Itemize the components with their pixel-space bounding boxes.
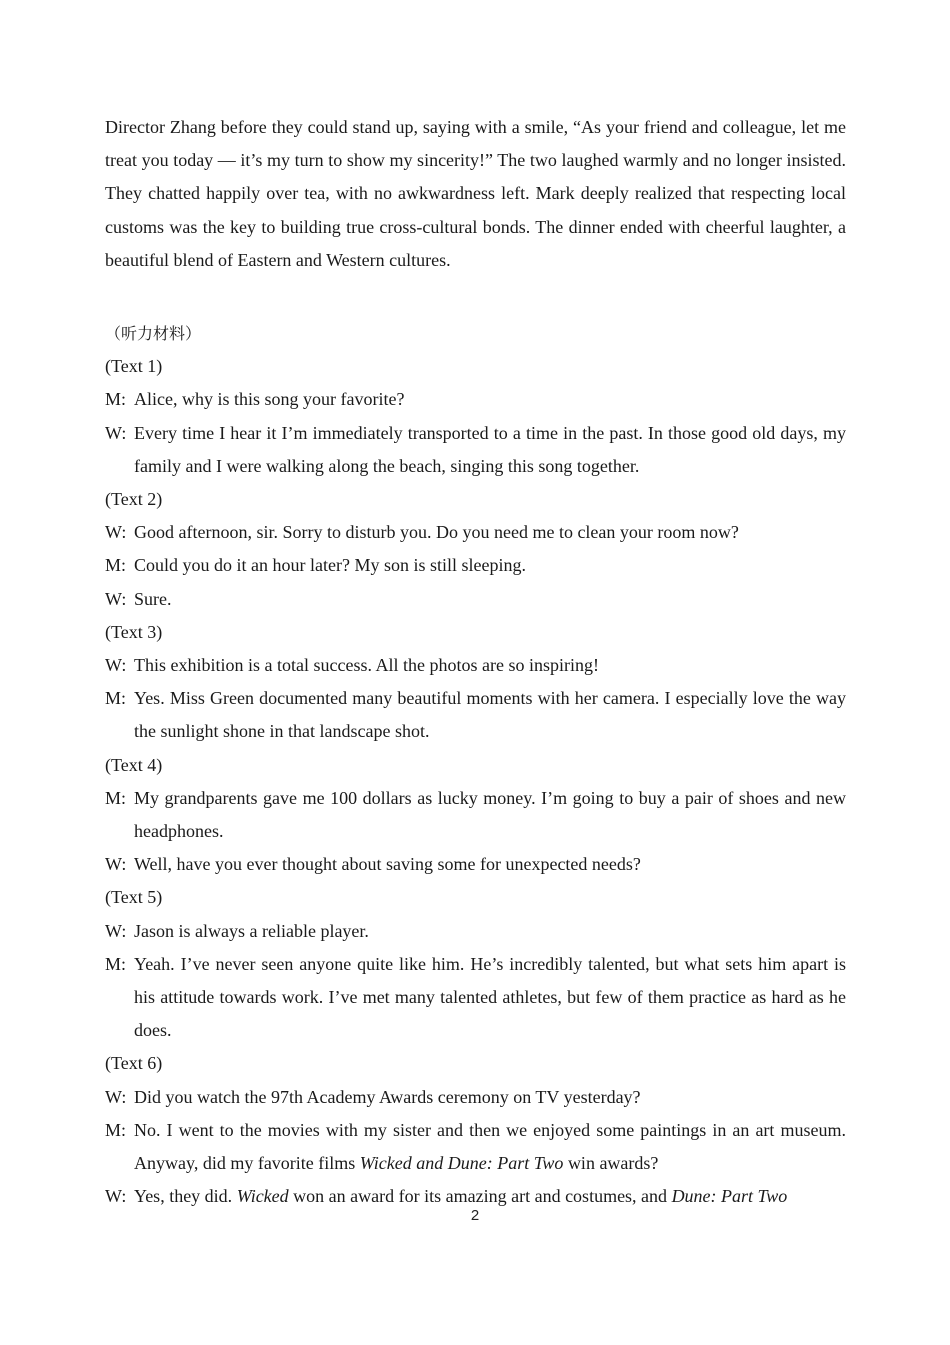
page-number: 2 (470, 1207, 480, 1224)
dialogue-text: Good afternoon, sir. Sorry to disturb you. Do you need me to clean your room now? (134, 522, 739, 543)
intro-paragraph: Director Zhang before they could stand up, saying with a smile, “As your friend and colleague, let me treat you today — it’s my turn to show my sincerity!” The two laughed warmly and no longer insisted. They chatted happily over tea, with no awkwardness left. Mark deeply realized that respecting local customs was the key to building true cross-cultural bonds. The dinner ended with cheerful laughter, a beautiful blend of Eastern and Western cultures. (105, 117, 846, 270)
text-label: (Text 4) (105, 754, 163, 775)
dialogue-line (105, 583, 846, 616)
speaker-tag: M: (105, 953, 127, 974)
text-block (105, 483, 846, 616)
speaker-tag: W: (105, 854, 127, 875)
speaker-tag: W: (105, 422, 127, 443)
speaker-tag: W: (105, 588, 127, 609)
text-label: (Text 6) (105, 1053, 163, 1074)
speaker-tag: M: (105, 389, 127, 410)
dialogue-text: Alice, why is this song your favorite? (134, 389, 405, 410)
dialogue-line (105, 1114, 846, 1180)
document-page (105, 111, 846, 1214)
dialogue-line (105, 383, 846, 416)
dialogue-text: Yes. Miss Green documented many beautiful moments with her camera. I especially love the way the sunlight shone in that landscape shot. (134, 688, 846, 742)
speaker-tag: W: (105, 1086, 127, 1107)
dialogue-line (105, 649, 846, 682)
dialogue-text: Well, have you ever thought about saving some for unexpected needs? (134, 854, 641, 875)
dialogue-line (105, 782, 846, 848)
dialogue-text: Could you do it an hour later? My son is still sleeping. (134, 555, 526, 576)
dialogue-line (105, 948, 846, 1048)
film-title: Dune: Part Two (671, 1186, 788, 1207)
speaker-tag: W: (105, 920, 127, 941)
text-label: (Text 1) (105, 356, 163, 377)
speaker-tag: M: (105, 787, 127, 808)
text-label: (Text 3) (105, 621, 163, 642)
speaker-tag: M: (105, 555, 127, 576)
dialogue-text: win awards? (563, 1153, 659, 1174)
dialogue-text: My grandparents gave me 100 dollars as lucky money. I’m going to buy a pair of shoes and new headphones. (134, 787, 846, 842)
dialogue-text: won an award for its amazing art and costumes, and (288, 1186, 672, 1207)
text-block (105, 616, 846, 749)
film-title: Wicked (236, 1186, 289, 1207)
dialogue-text: Did you watch the 97th Academy Awards ceremony on TV yesterday? (134, 1086, 641, 1107)
dialogue-line (105, 1081, 846, 1114)
dialogue-line (105, 516, 846, 549)
dialogue-text: Yes, they did. (134, 1186, 237, 1207)
transcript-list (105, 350, 846, 1047)
dialogue-line (105, 848, 846, 881)
text-block (105, 749, 846, 882)
dialogue-text: Every time I hear it I’m immediately transported to a time in the past. In those good old days, my family and I were walking along the beach, singing this song together. (134, 422, 846, 476)
dialogue-text: Yeah. I’ve never seen anyone quite like him. He’s incredibly talented, but what sets him apart is his attitude towards work. I’ve met many talented athletes, but few of them practice as hard as he does. (134, 953, 846, 1041)
dialogue-text: This exhibition is a total success. All the photos are so inspiring! (134, 655, 599, 676)
speaker-tag: W: (105, 1186, 127, 1207)
speaker-tag: M: (105, 1119, 127, 1140)
dialogue-text: Sure. (134, 588, 172, 609)
text-block (105, 881, 846, 1047)
dialogue-line (105, 549, 846, 582)
film-title: Wicked and Dune: Part Two (359, 1153, 564, 1174)
dialogue-text: No. I went to the movies with my sister and then we enjoyed some paintings in an art museum. Anyway, did my favorite films (134, 1119, 846, 1174)
section-label: （听力材料） (105, 324, 202, 344)
text-block (105, 350, 846, 483)
speaker-tag: M: (105, 688, 127, 709)
dialogue-text: Jason is always a reliable player. (134, 920, 369, 941)
dialogue-line (105, 417, 846, 483)
speaker-tag: W: (105, 655, 127, 676)
text-6-block (105, 1047, 846, 1213)
dialogue-line (105, 682, 846, 748)
speaker-tag: W: (105, 522, 127, 543)
dialogue-line (105, 915, 846, 948)
text-label: (Text 2) (105, 489, 163, 510)
text-label: (Text 5) (105, 887, 163, 908)
